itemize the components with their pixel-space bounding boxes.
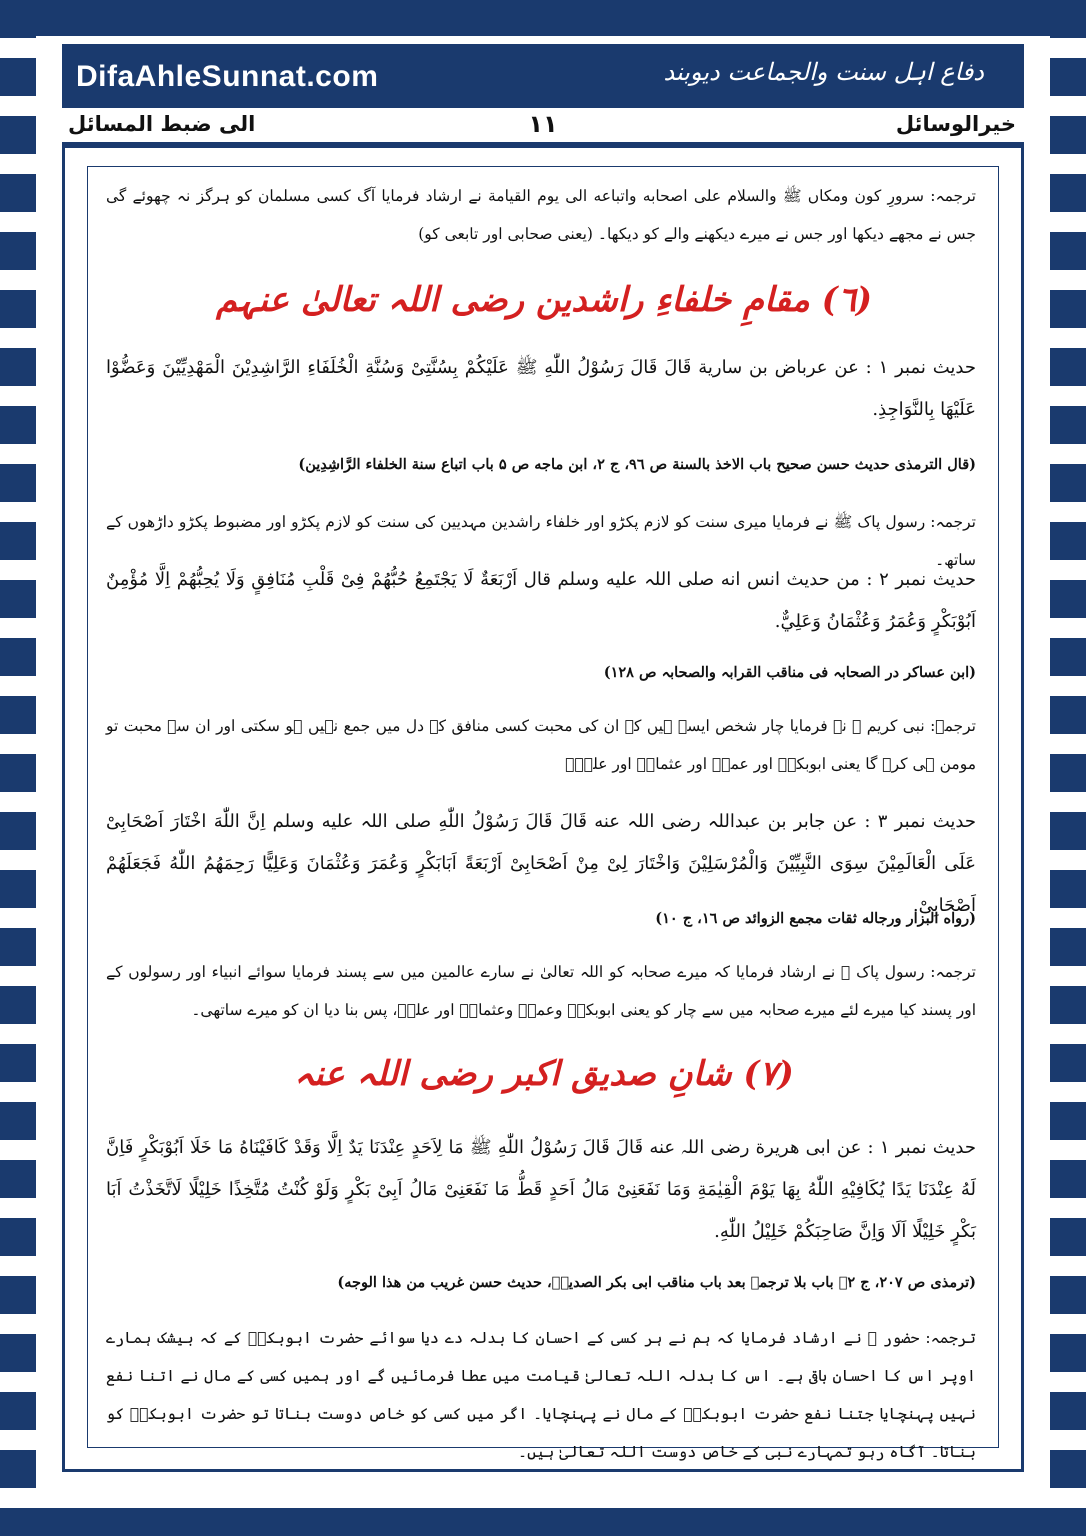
translation-2: ترجمہ: رسول پاک ﷺ نے فرمایا میری سنت کو لازم پکڑو اور خلفاء راشدین مہدیین کی سنت کو لازم پکڑو اور مضبوط پکڑو داڑھوں کے ساتھ۔	[106, 513, 976, 569]
reference-2: (ابن عساکر در الصحابہ فی مناقب القرابہ والصحابہ ص ۱۲۸)	[603, 664, 976, 681]
translation-4: ترجمہ: رسول پاک ﷺ نے ارشاد فرمایا کہ میرے صحابہ کو اللہ تعالیٰ نے سارے عالمین میں سے پسند فرمایا سوائے انبیاء اور رسولوں کے اور پسند کیا میرے لئے میرے صحابہ میں سے چار کو یعنی ابوبکرؓ وعمرؓ وعثمانؓ اور علیؓ، پس بنا دیا ان کو میرے ساتھی۔	[106, 963, 976, 1019]
reference-4: (ترمذی ص ٢٠٧، ج ٢۔ باب بلا ترجمہ بعد باب مناقب ابی بکر الصدیقؓ، حدیث حسن غريب من هذا الوجه)	[337, 1274, 976, 1291]
page-number: ١١	[528, 110, 558, 138]
section-heading-6: (٦) مقامِ خلفاءِ راشدین رضی اللہ تعالیٰ عنہم	[215, 280, 873, 320]
book-subheader	[62, 110, 1024, 144]
site-title: دفاع اہل سنت والجماعت دیوبند	[663, 58, 984, 86]
reference-1: (قال الترمذی حدیث حسن صحیح باب الاخذ بالسنة ص ٩٦، ج ٢، ابن ماجه ص ۵ باب اتباع سنة الخلفاء الرَّاشِدِين)	[298, 456, 976, 473]
hadith-2: حدیث نمبر ۲ : من حدیث انس انه صلی اللہ علیه وسلم قال اَرْبَعَةٌ لَا يَجْتَمِعُ حُبُّهُمْ فِىْ قَلْبِ مُنَافِقٍ وَلَا يُحِبُّهُمْ اِلَّا مُؤْمِنٌ اَبُوْبَكْرٍ وَعُمَرُ وَعُثْمَانُ وَعَلِيٌّ.	[106, 569, 976, 632]
hadith-1: حدیث نمبر ۱ : عن عرباض بن سارية قَالَ قَالَ رَسُوْلُ اللّٰهِ ﷺ عَلَيْكُمْ بِسُنَّتِىْ وَسُنَّةِ الْخُلَفَاءِ الرَّاشِدِيْنَ الْمَهْدِيِّيْنَ وَعَضُّوْا عَلَيْهَا بِالنَّوَاجِذِ.	[106, 357, 977, 420]
translation-1: ترجمہ: سرورِ کون ومکاں ﷺ والسلام علی اصحابه واتباعه الی یوم القیامة نے ارشاد فرمایا آگ کسی مسلمان کو ہرگز نہ چھوئے گی جس نے مجھے دیکھا اور جس نے میرے دیکھنے والے کو دیکھا۔ (یعنی صحابی اور تابعی کو)	[106, 187, 976, 243]
content-body	[87, 166, 999, 1461]
hadith-4: حدیث نمبر ۱ : عن ابی هريرة رضی اللہ عنه قَالَ قَالَ رَسُوْلُ اللّٰهِ ﷺ مَا لِاَحَدٍ عِنْدَنَا يَدٌ اِلَّا وَقَدْ كَافَيْنَاهُ مَا خَلَا اَبُوْبَكْرٍ فَاِنَّ لَهُ عِنْدَنَا يَدًا يُكَافِيْهِ اللّٰهُ بِهَا يَوْمَ الْقِيٰمَةِ وَمَا نَفَعَنِىْ مَالُ اَحَدٍ قَطُّ مَا نَفَعَنِىْ مَالُ اَبِىْ بَكْرٍ وَلَوْ كُنْتُ مُتَّخِذًا خَلِيْلًا لَاتَّخَذْتُ اَبَا بَكْرٍ خَلِيْلًا اَلَا وَاِنَّ صَاحِبَكُمْ خَلِيْلُ اللّٰهِ.	[106, 1137, 976, 1242]
reference-3: (رواه البزار ورجاله ثقات مجمع الزوائد ص ١٦، ج ١٠)	[655, 910, 976, 927]
book-title-right: خیرالوسائل	[895, 112, 1016, 136]
content-frame	[62, 148, 1024, 1472]
section-heading-7: (٧) شانِ صدیق اکبر رضی اللہ عنہ	[294, 1054, 794, 1094]
page-header-bar	[62, 44, 1024, 108]
translation-3: ترجمہ: نبی کریم ﷺ نے فرمایا چار شخص ایسے ہیں کہ ان کی محبت کسی منافق کے دل میں جمع نہیں ہو سکتی اور ان سے محبت تو مومن ہی کرے گا یعنی ابوبکرؓ اور عمرؓ اور عثمانؓ اور علیؓ۔	[106, 717, 976, 773]
site-url[interactable]: DifaAhleSunnat.com	[76, 60, 379, 93]
book-title-left: الی ضبط المسائل	[68, 112, 256, 136]
hadith-3: حدیث نمبر ۳ : عن جابر بن عبداللہ رضی اللہ عنه قَالَ قَالَ رَسُوْلُ اللّٰهِ صلی اللہ علیه وسلم اِنَّ اللّٰهَ اخْتَارَ اَصْحَابِىْ عَلَى الْعَالَمِيْنَ سِوَى النَّبِيِّيْنَ وَالْمُرْسَلِيْنَ وَاخْتَارَ لِىْ مِنْ اَصْحَابِىْ اَرْبَعَةً اَبَابَكْرٍ وَعُمَرَ وَعُثْمَانَ وَعَلِيًّا رَحِمَهُمُ اللّٰهُ فَجَعَلَهُمْ اَصْحَابِىْ.	[106, 811, 977, 916]
translation-5: ترجمہ: حضور ﷺ نے ارشاد فرمایا کہ ہم نے ہر کسی کے احسان کا بدلہ دے دیا سوائے حضرت ابوبکرؓ کے کہ بیشک ہمارے اوپر اس کا احسان باقی ہے۔ اس کا بدلہ اللہ تعالیٰ قیامت میں عطا فرمائیں گے اور ہمیں کسی کے مال نے اتنا نفع نہیں پہنچایا جتنا نفع حضرت ابوبکرؓ کے مال نے پہنچایا۔ اگر میں کسی کو خاص دوست بناتا تو حضرت ابوبکرؓ کو بناتا۔ آگاہ رہو تمہارے نبی کے خاص دوست اللہ تعالیٰ ہیں۔	[106, 1329, 976, 1461]
